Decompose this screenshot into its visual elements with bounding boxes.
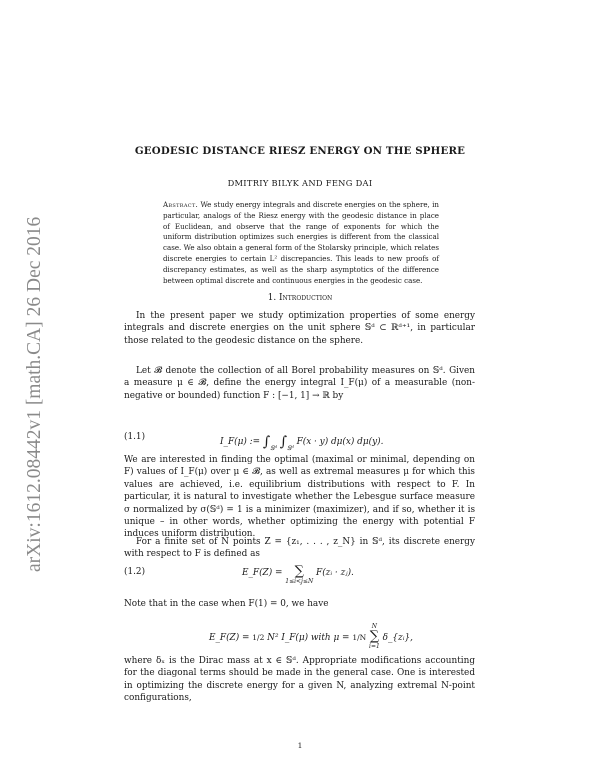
equation-rhs: F(zᵢ · zⱼ). — [316, 568, 354, 578]
fraction-half: 1/2 — [252, 633, 265, 642]
paper-title: GEODESIC DISTANCE RIESZ ENERGY ON THE SPHERE — [134, 145, 466, 157]
arxiv-stamp-text: arXiv:1612.08442v1 [math.CA] 26 Dec 2016 — [24, 216, 45, 572]
integral-domain: 𝕊ᵈ — [287, 445, 294, 452]
paragraph-2: Let 𝓑 denote the collection of all Borel probability measures on 𝕊ᵈ. Given a measure μ ∈ 𝓑, define the energy integral I_F(μ) of a measurable (non-negative or bounded) function F : [−1, 1] → ℝ by — [124, 366, 475, 401]
abstract-text: We study energy integrals and discrete energies on the sphere, in particular, analogs of the Riesz energy with the geodesic distance in place of Euclidean, and observe that the range of exponents for which the uniform distribution optimizes such energies is different from the classical case. We also obtain a general form of the Stolarsky principle, which relates discrete energies to certain L² discrepancies. This leads to new proofs of discrepancy estimates, as well as the sharp asymptotics of the difference between optimal discrete and continuous energies in the geodesic case. — [163, 200, 439, 285]
paragraph-3: We are interested in finding the optimal (maximal or minimal, depending on F) values of I_F(μ) over μ ∈ 𝓑, as well as extremal measures μ for which this values are achieved, i.e. equilibrium distributions with respect to F. In particular, it is natural to investigate whether the Lebesgue surface measure σ normalized by σ(𝕊ᵈ) = 1 is a minimizer (maximizer), and if so, whether it is unique – in other words, whether optimizing the energy with potential F induces uniform distribution. — [124, 455, 475, 540]
section-heading — [0, 293, 600, 303]
arxiv-stamp — [14, 160, 48, 580]
paragraph-5: Note that in the case when F(1) = 0, we have — [124, 599, 329, 609]
equation-lhs: I_F(μ) := — [220, 437, 261, 447]
fraction-one-over-n: 1/N — [352, 633, 367, 642]
equation-unnumbered: E_F(Z) = 1/2 N² I_F(μ) with μ = 1/N N ∑ i=1 δ_{zᵢ}, — [209, 623, 413, 650]
equation-lhs: E_F(Z) = — [242, 568, 283, 578]
paragraph-6: where δₓ is the Dirac mass at x ∈ 𝕊ᵈ. Appropriate modifications accounting for the diagonal terms should be made in the general case. One is interested in optimizing the discrete energy for a given N, analyzing extremal N-point configurations, — [124, 656, 475, 704]
equation-lhs: E_F(Z) = — [209, 633, 250, 643]
paper-authors: DMITRIY BILYK AND FENG DAI — [227, 178, 373, 188]
equation-label: (1.2) — [124, 567, 146, 577]
sum-index: 1≤i<j≤N — [285, 578, 314, 585]
equation-1-1: (1.1) I_F(μ) := $\int_{𝕊ᵈ}$ $\int_{𝕊ᵈ}$ F(x · y) dμ(x) dμ(y). — [124, 432, 384, 452]
section-title: Introduction — [279, 293, 333, 303]
section-number: 1. — [267, 293, 277, 303]
equation-rhs: F(x · y) dμ(x) dμ(y). — [296, 437, 384, 447]
page-number: 1 — [297, 741, 303, 750]
equation-1-2: (1.2) E_F(Z) = ∑ 1≤i<j≤N F(zᵢ · zⱼ). — [124, 564, 354, 585]
paragraph-4: For a finite set of N points Z = {z₁, . . . , z_N} in 𝕊ᵈ, its discrete energy with respect to F is defined as — [124, 537, 475, 560]
equation-label: (1.1) — [124, 432, 146, 442]
equation-rhs: δ_{zᵢ}, — [382, 633, 413, 643]
sum-top: N — [371, 623, 378, 630]
sum-bottom: i=1 — [369, 643, 380, 650]
paragraph-1: In the present paper we study optimization properties of some energy integrals and discrete energies on the unit sphere 𝕊ᵈ ⊂ ℝᵈ⁺¹, in particular those related to the geodesic distance on the sphere. — [124, 311, 475, 346]
abstract-label: Abstract. — [163, 200, 199, 209]
abstract — [163, 200, 439, 286]
integral-domain: 𝕊ᵈ — [270, 445, 277, 452]
equation-mid: N² I_F(μ) with μ = — [267, 633, 350, 643]
